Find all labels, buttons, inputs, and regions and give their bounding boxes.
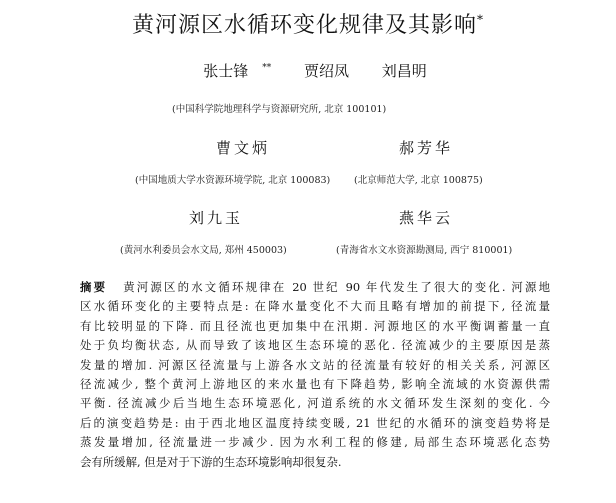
abstract-line: 有比较明显的下降. 而且径流也更加集中在汛期. 河源地区的水平衡调蓄量一直 xyxy=(80,318,550,333)
abstract-line: 区水循环变化的主要特点是: 在降水量变化不大而且略有增加的前提下, 径流量 xyxy=(80,299,550,314)
author-cao: 曹文炳 xyxy=(216,139,271,157)
abstract-label: 摘要 xyxy=(80,280,108,294)
affiliation-cao: (中国地质大学水资源环境学院, 北京 100083) xyxy=(135,175,331,186)
affiliation-hao: (北京师范大学, 北京 100875) xyxy=(354,175,483,186)
author-liu: 刘九玉 xyxy=(189,209,244,227)
abstract-line: 后的演变趋势是: 由于西北地区温度持续变暖, 21 世纪的水循环的演变趋势将是 xyxy=(80,415,550,430)
abstract-line: 蒸发量增加, 径流量进一步减少. 因为水利工程的修建, 局部生态环境恶化态势 xyxy=(80,435,550,450)
abstract-line: 处于负均衡状态, 从而导致了该地区生态环境的恶化. 径流减少的主要原因是蒸 xyxy=(80,338,550,353)
abstract-line: 会有所缓解, 但是对于下游的生态环境影响却很复杂. xyxy=(80,454,342,469)
author-name: 刘昌明 xyxy=(381,62,427,80)
author-name: 贾绍凤 xyxy=(303,62,349,80)
author-yan: 燕华云 xyxy=(399,209,454,227)
affiliation-1: (中国科学院地理科学与资源研究所, 北京 100101) xyxy=(172,104,387,115)
abstract xyxy=(80,278,550,472)
abstract-line: 径流减少, 整个黄河上游地区的来水量也有下降趋势, 影响全流域的水资源供需 xyxy=(80,377,550,392)
abstract-line: 平衡. 径流减少后当地生态环境恶化, 河道系统的水文循环发生深刻的变化. 今 xyxy=(80,396,550,411)
abstract-line: 摘要 黄河源区的水文循环规律在 20 世纪 90 年代发生了很大的变化. 河源地 xyxy=(80,280,550,294)
authors-line-1 xyxy=(0,60,616,81)
author-hao: 郝芳华 xyxy=(399,139,454,157)
paper-title: 黄河源区水循环变化规律及其影响* xyxy=(131,12,484,38)
affiliation-liu: (黄河水利委员会水文局, 郑州 450003) xyxy=(120,245,287,256)
author-name: 张士锋 ** xyxy=(203,62,272,80)
affiliation-yan: (青海省水文水资源勘测局, 西宁 810001) xyxy=(336,245,513,256)
abstract-line: 发量的增加. 河源区径流量与上游各水文站的径流量有较好的相关关系, 河源区 xyxy=(80,357,550,372)
